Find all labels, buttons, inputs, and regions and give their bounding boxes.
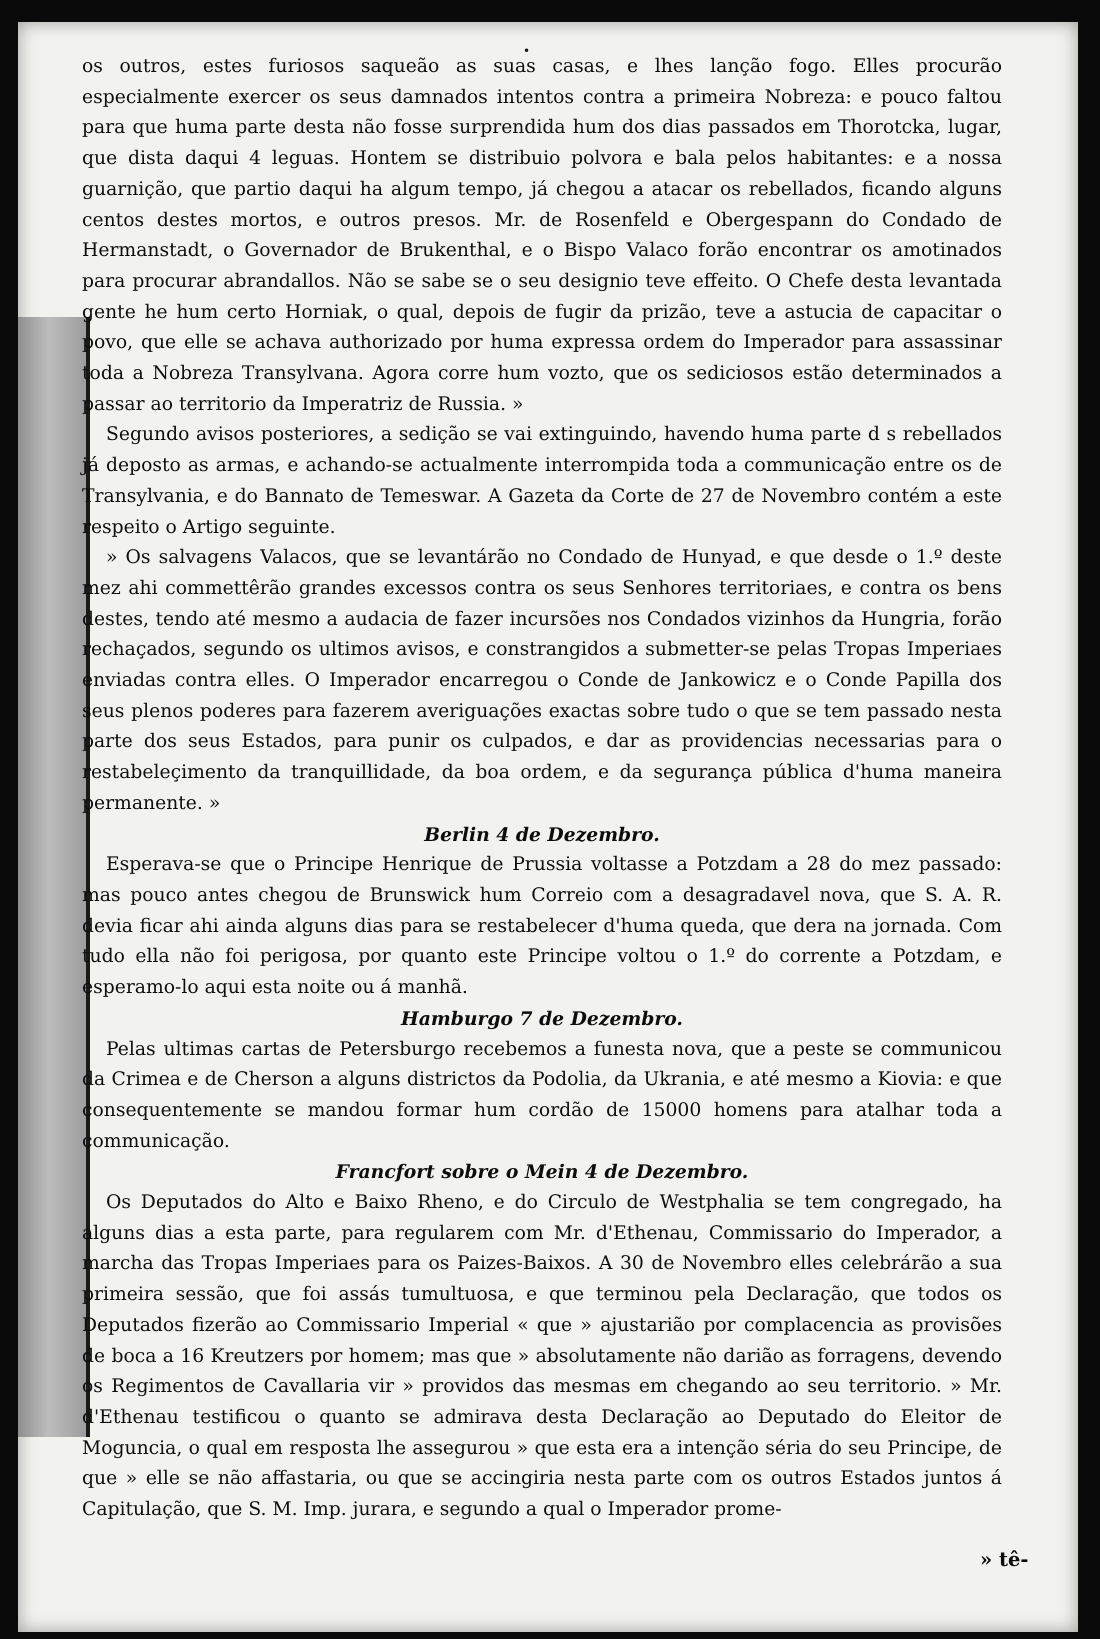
article-body xyxy=(82,52,1002,1526)
paragraph-hamburgo: Pelas ultimas cartas de Petersburgo recebemos a funesta nova, que a peste se communicou da Crimea e de Cherson a alguns districtos da Podolia, da Ukrania, e até mesmo a Kiovia: e que consequentemente se mandou formar hum cordão de 15000 homens para atalhar toda a communicação. xyxy=(82,1038,1002,1152)
paragraph-2: Segundo avisos posteriores, a sedição se vai extinguindo, havendo huma parte d s rebellados já deposto as armas, e achando-se actualmente interrompida toda a communicação entre os de Transylvania, e do Bannato de Temeswar. A Gazeta da Corte de 27 de Novembro contém a este respeito o Artigo seguinte. xyxy=(82,424,1002,538)
dateline-hamburgo: Hamburgo 7 de Dezembro. xyxy=(401,1007,683,1030)
binding-shadow xyxy=(18,317,90,1437)
paragraph-1: os outros, estes furiosos saqueão as suas casas, e lhes lanção fogo. Elles procurão especialmente exercer os seus damnados intentos contra a primeira Nobreza: e pouco faltou para que huma parte desta não fosse surprendida hum dos dias passados em Thorotcka, lugar, que dista daqui 4 leguas. Hontem se distribuio polvora e bala pelos habitantes: e a nossa guarnição, que partio daqui ha algum tempo, já chegou a atacar os rebellados, ficando alguns centos destes mortos, e outros presos. Mr. de Rosenfeld e Obergespann do Condado de Hermanstadt, o Governador de Brukenthal, e o Bispo Valaco forão encontrar os amotinados para procurar abrandallos. Não se sabe se o seu designio teve effeito. O Chefe desta levantada gente he hum certo Horniak, o qual, depois de fugir da prizão, teve a astucia de capacitar o povo, que elle se achava authorizado por huma expressa ordem do Imperador para assassinar toda a Nobreza Transylvana. Agora corre hum vozto, que os sediciosos estão determinados a passar ao territorio da Imperatriz de Russia. » xyxy=(82,56,1002,415)
paragraph-3: » Os salvagens Valacos, que se levantárão no Condado de Hunyad, e que desde o 1.º deste mez ahi commettêrão grandes excessos contra os seus Senhores territoriaes, e contra os bens destes, tendo até mesmo a audacia de fazer incursões nos Condados vizinhos da Hungria, forão rechaçados, segundo os ultimos avisos, e constrangidos a submetter-se pelas Tropas Imperiaes enviadas contra elles. O Imperador encarregou o Conde de Jankowicz e o Conde Papilla dos seus plenos poderes para fazerem averiguações exactas sobre tudo o que se tem passado nesta parte dos seus Estados, para punir os culpados, e dar as providencias necessarias para o restabeleçimento da tranquillidade, da boa ordem, e da segurança pública d'huma maneira permanente. » xyxy=(82,547,1002,814)
paragraph-berlin: Esperava-se que o Principe Henrique de Prussia voltasse a Potzdam a 28 do mez passado: mas pouco antes chegou de Brunswick hum Correio com a desagradavel nova, que S. A. R. devia ficar ahi ainda alguns dias para se restabelecer d'huma queda, que dera na jornada. Com tudo ella não foi perigosa, por quanto este Principe voltou o 1.º do corrente a Potzdam, e esperamo-lo aqui esta noite ou á manhã. xyxy=(82,854,1002,999)
catchword: » tê- xyxy=(980,1548,1029,1571)
dateline-berlin: Berlin 4 de Dezembro. xyxy=(424,823,660,846)
page-marker: • xyxy=(523,44,531,58)
paragraph-francfort: Os Deputados do Alto e Baixo Rheno, e do Circulo de Westphalia se tem congregado, ha alguns dias a esta parte, para regularem com Mr. d'Ethenau, Commissario do Imperador, a marcha das Tropas Imperiaes para os Paizes-Baixos. A 30 de Novembro elles celebrárão a sua primeira sessão, que foi assás tumultuosa, e que terminou pela Declaração, que todos os Deputados fizerão ao Commissario Imperial « que » ajustarião por complacencia as provisões de boca a 16 Kreutzers por homem; mas que » absolutamente não darião as forragens, devendo os Regimentos de Cavallaria vir » providos das mesmas em chegando ao seu territorio. » Mr. d'Ethenau testificou o quanto se admirava desta Declaração ao Deputado do Eleitor de Moguncia, o qual em resposta lhe assegurou » que esta era a intenção séria do seu Principe, de que » elle se não affastaria, ou que se accingiria nesta parte com os outros Estados juntos á Capitulação, que S. M. Imp. jurara, e segundo a qual o Imperador prome- xyxy=(82,1192,1002,1521)
dateline-francfort: Francfort sobre o Mein 4 de Dezembro. xyxy=(335,1161,749,1184)
